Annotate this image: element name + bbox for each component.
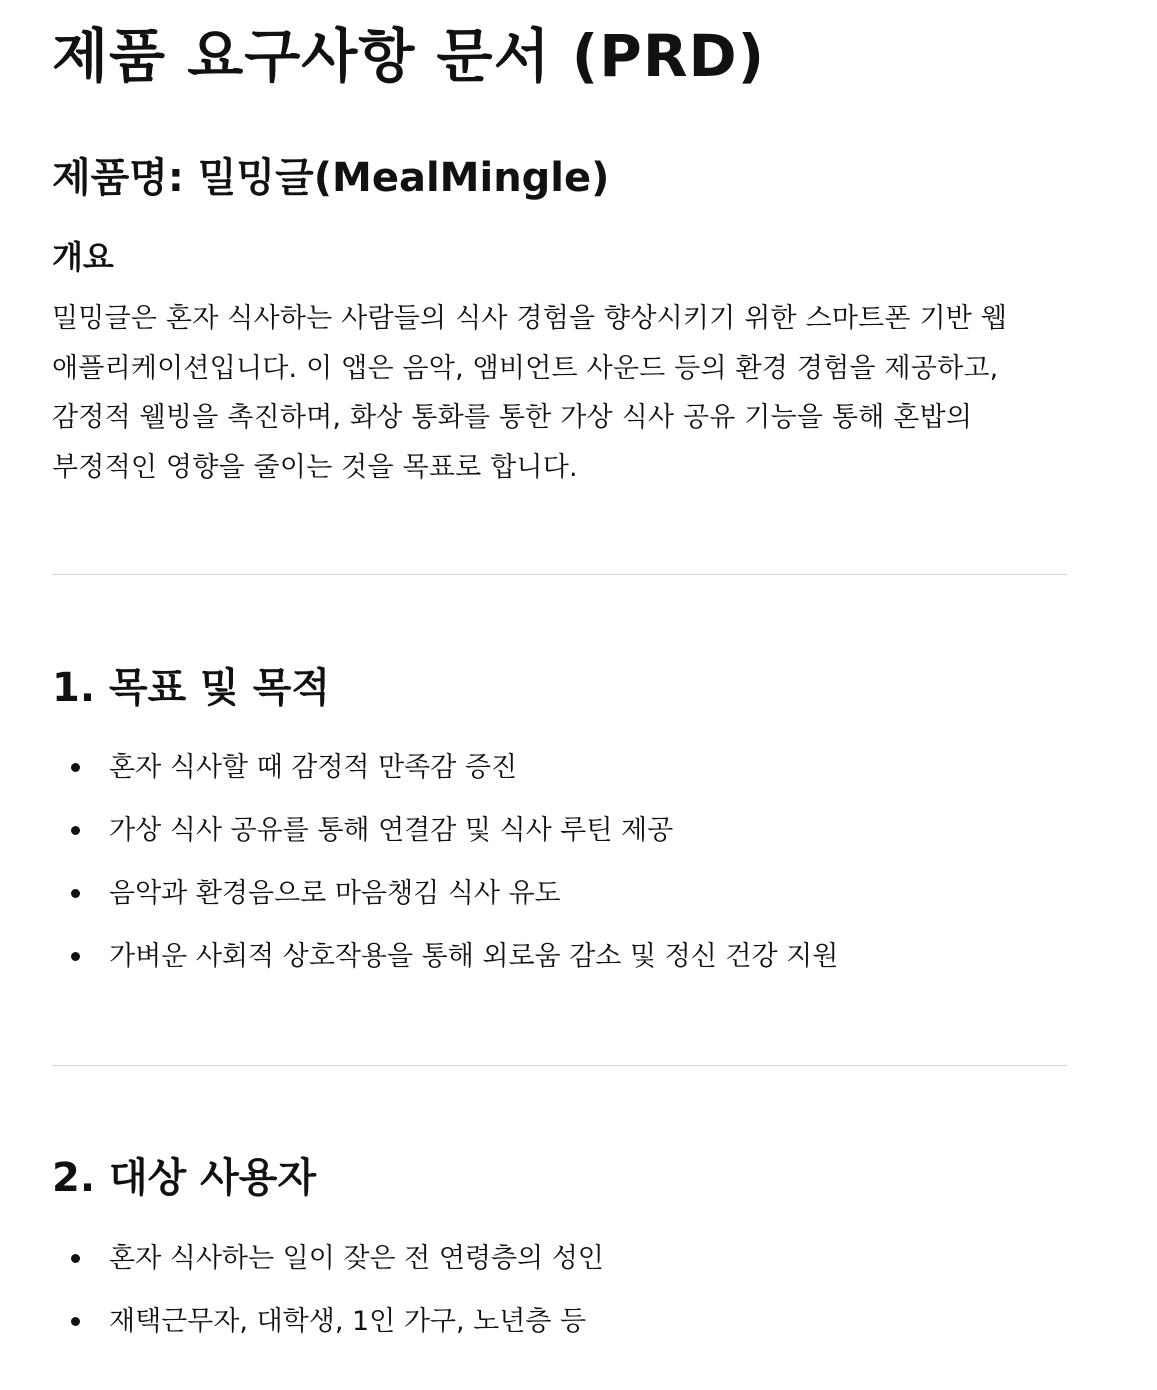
document-title: 제품 요구사항 문서 (PRD) (52, 22, 766, 90)
list-item (52, 736, 838, 799)
overview-heading: 개요 (52, 238, 114, 276)
list-item (52, 1227, 604, 1290)
section-heading-target-users: 2. 대상 사용자 (52, 1155, 317, 1201)
target-users-list (52, 1227, 604, 1353)
section-heading-goals: 1. 목표 및 목적 (52, 665, 331, 711)
list-item (52, 799, 838, 862)
list-item-text: 가상 식사 공유를 통해 연결감 및 식사 루틴 제공 (109, 815, 674, 846)
list-item (52, 862, 838, 925)
list-item-text: 가벼운 사회적 상호작용을 통해 외로움 감소 및 정신 건강 지원 (109, 941, 839, 972)
section-divider (52, 574, 1067, 575)
goals-list (52, 736, 838, 988)
bullet-icon (71, 952, 80, 961)
list-item-text: 혼자 식사할 때 감정적 만족감 증진 (109, 752, 518, 783)
overview-paragraph: 밀밍글은 혼자 식사하는 사람들의 식사 경험을 향상시키기 위한 스마트폰 기반 웹 애플리케이션입니다. 이 앱은 음악, 앰비언트 사운드 등의 환경 경험을 제공하고, 감정적 웰빙을 촉진하며, 화상 통화를 통한 가상 식사 공유 기능을 통해 혼밥의 부정적인 영향을 줄이는 것을 목표로 합니다. (52, 303, 1008, 483)
bullet-icon (71, 826, 80, 835)
list-item-text: 음악과 환경음으로 마음챙김 식사 유도 (109, 878, 561, 909)
list-item (52, 1290, 604, 1353)
bullet-icon (71, 1254, 80, 1263)
section-divider (52, 1065, 1067, 1066)
list-item (52, 925, 838, 988)
product-name-heading: 제품명: 밀밍글(MealMingle) (52, 155, 610, 201)
list-item-text: 혼자 식사하는 일이 잦은 전 연령층의 성인 (109, 1243, 604, 1274)
bullet-icon (71, 763, 80, 772)
bullet-icon (71, 889, 80, 898)
bullet-icon (71, 1317, 80, 1326)
list-item-text: 재택근무자, 대학생, 1인 가구, 노년층 등 (109, 1306, 587, 1337)
